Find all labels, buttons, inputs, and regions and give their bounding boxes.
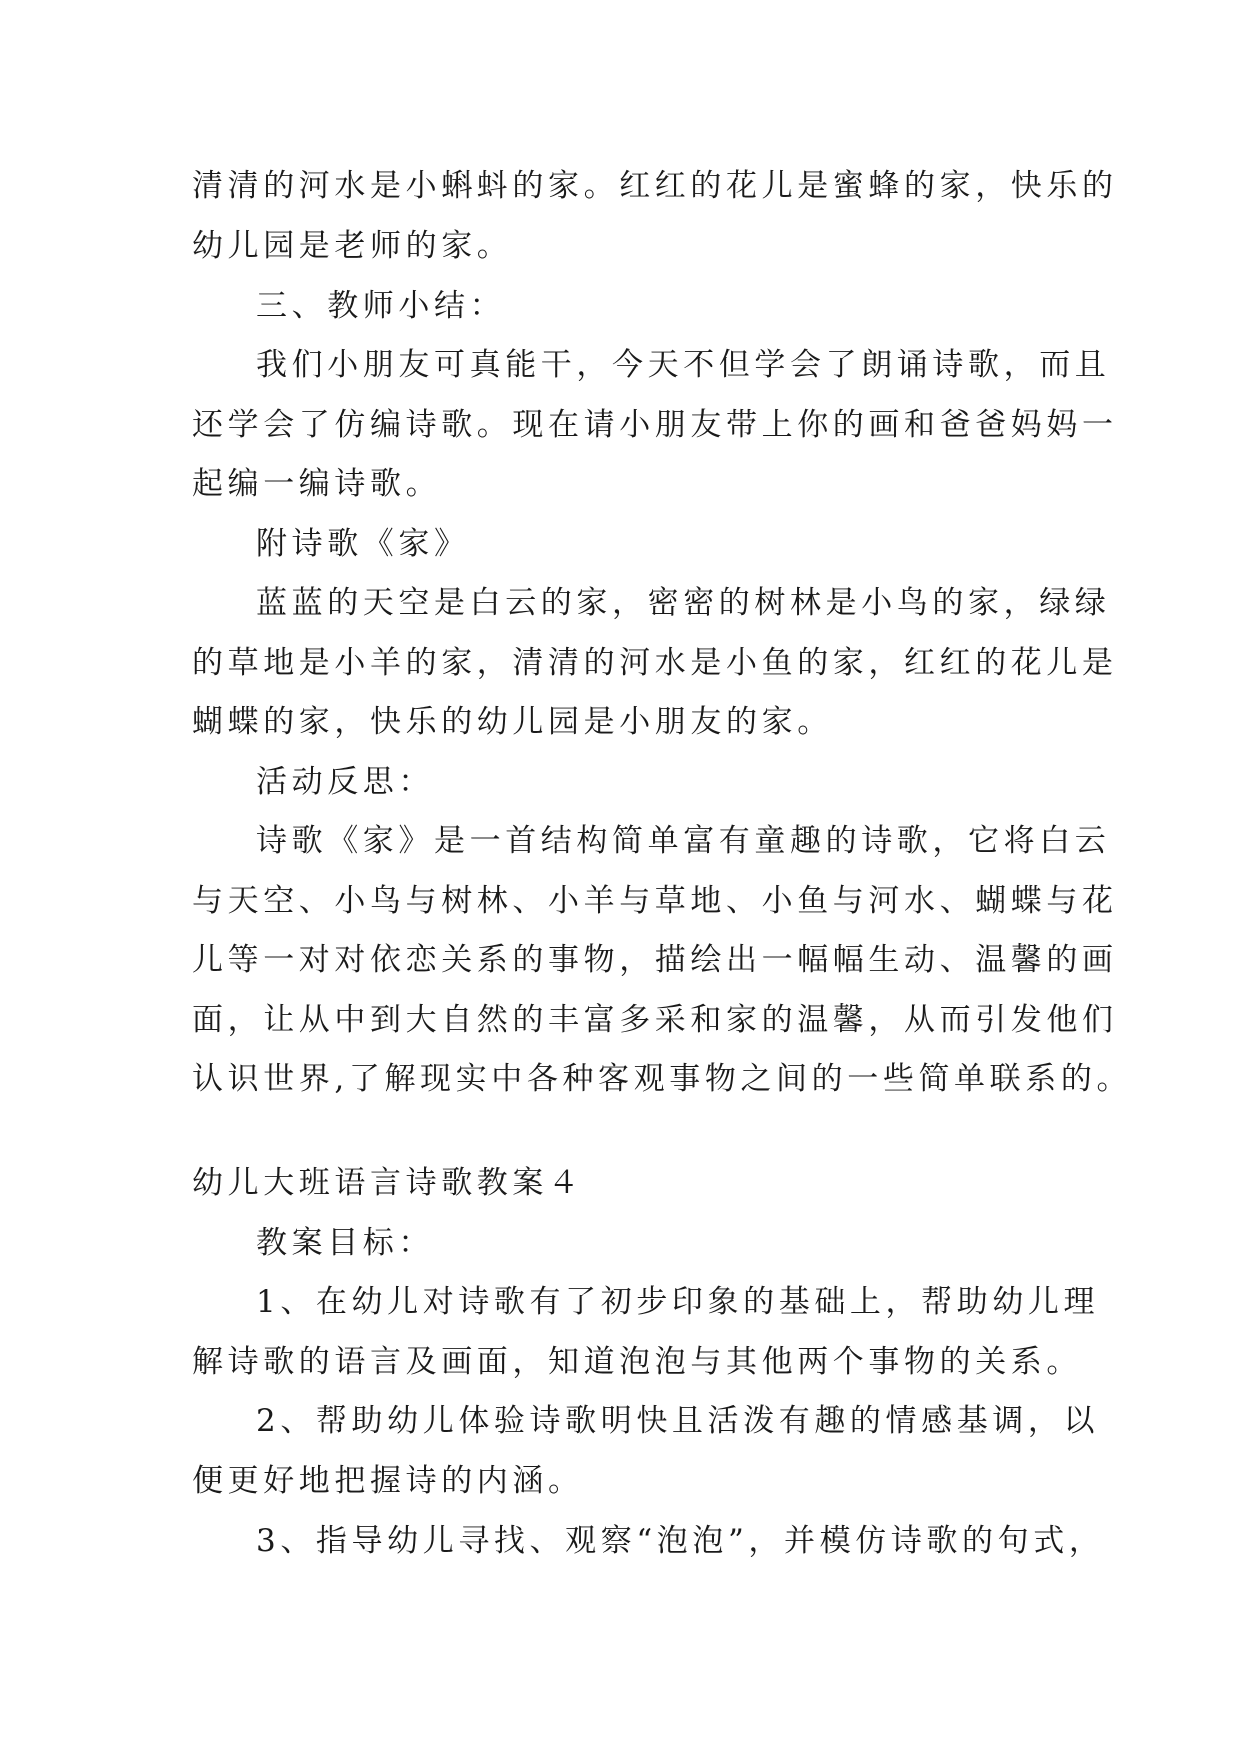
poem-line: 蝴蝶的家，快乐的幼儿园是小朋友的家。 xyxy=(192,704,833,740)
paragraph-line: 清清的河水是小蝌蚪的家。红红的花儿是蜜蜂的家，快乐的 xyxy=(192,168,1118,204)
paragraph-line: 起编一编诗歌。 xyxy=(192,466,442,502)
list-item: 1、在幼儿对诗歌有了初步印象的基础上，帮助幼儿理 xyxy=(256,1284,1100,1320)
paragraph-line: 幼儿园是老师的家。 xyxy=(192,228,513,264)
document-title: 幼儿大班语言诗歌教案４ xyxy=(192,1165,584,1201)
paragraph-line: 我们小朋友可真能干，今天不但学会了朗诵诗歌，而且 xyxy=(256,347,1111,383)
paragraph-line: 认识世界,了解现实中各种客观事物之间的一些简单联系的。 xyxy=(192,1061,1133,1097)
section-heading: 教案目标： xyxy=(256,1225,434,1261)
paragraph-line: 与天空、小鸟与树林、小羊与草地、小鱼与河水、蝴蝶与花 xyxy=(192,883,1118,919)
list-item: 解诗歌的语言及画面，知道泡泡与其他两个事物的关系。 xyxy=(192,1344,1082,1380)
section-heading: 三、教师小结： xyxy=(256,288,506,324)
list-item: 便更好地把握诗的内涵。 xyxy=(192,1463,584,1499)
section-heading: 活动反思： xyxy=(256,764,434,800)
paragraph-line: 面，让从中到大自然的丰富多采和家的温馨，从而引发他们 xyxy=(192,1002,1118,1038)
list-item: 3、指导幼儿寻找、观察“泡泡”，并模仿诗歌的句式， xyxy=(256,1523,1105,1559)
paragraph-line: 还学会了仿编诗歌。现在请小朋友带上你的画和爸爸妈妈一 xyxy=(192,407,1118,443)
paragraph-line: 儿等一对对依恋关系的事物，描绘出一幅幅生动、温馨的画 xyxy=(192,942,1118,978)
poem-line: 的草地是小羊的家，清清的河水是小鱼的家，红红的花儿是 xyxy=(192,645,1118,681)
section-heading: 附诗歌《家》 xyxy=(256,526,470,562)
poem-line: 蓝蓝的天空是白云的家，密密的树林是小鸟的家，绿绿 xyxy=(256,585,1111,621)
list-item: 2、帮助幼儿体验诗歌明快且活泼有趣的情感基调，以 xyxy=(256,1403,1100,1439)
paragraph-line: 诗歌《家》是一首结构简单富有童趣的诗歌，它将白云 xyxy=(256,823,1111,859)
